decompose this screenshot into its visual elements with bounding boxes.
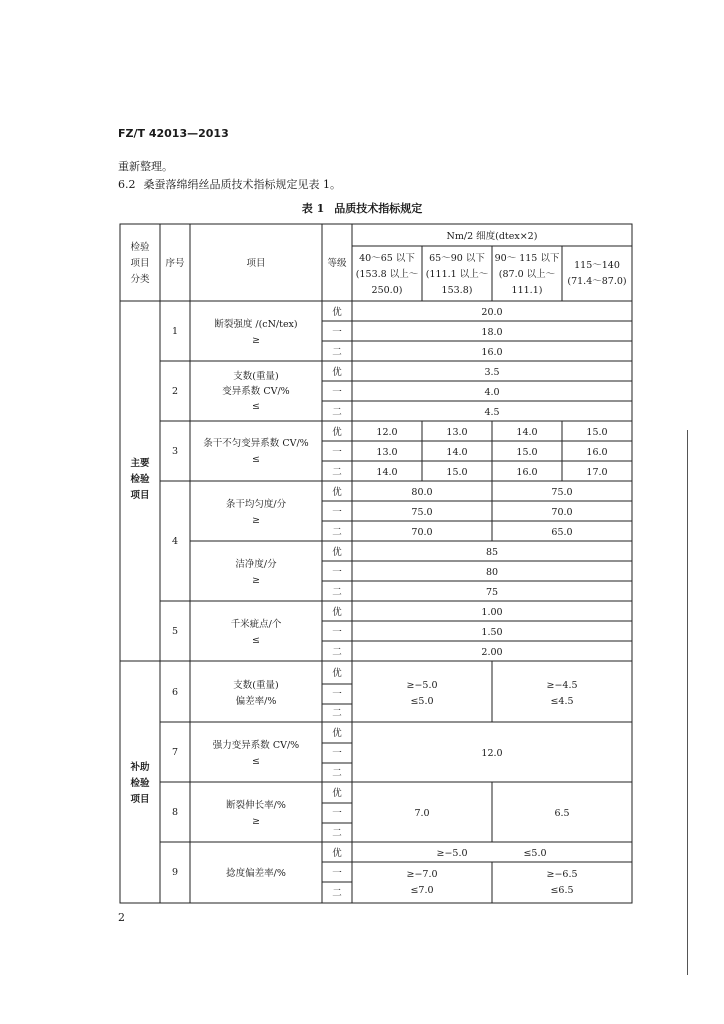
item-name-line: 洁净度/分 (235, 559, 277, 570)
aux-category-line: 检验 (130, 778, 150, 789)
grade-cell: 优 (332, 307, 342, 318)
item-name-line: 变异系数 CV/% (222, 386, 290, 397)
value-cell: 7.0 (414, 808, 430, 819)
seq-cell: 4 (171, 536, 179, 547)
value-cell: 14.0 (516, 427, 538, 438)
value-cell: 15.0 (446, 467, 468, 478)
value-cell: 6.5 (554, 808, 570, 819)
grade-cell: 优 (332, 728, 342, 739)
item-name-line: 捻度偏差率/% (226, 868, 286, 879)
value-cell: 85 (485, 547, 499, 558)
value-cell: ≥−7.0 (406, 869, 438, 880)
seq-cell: 5 (171, 626, 179, 637)
grade-cell: 优 (332, 607, 342, 618)
seq-cell: 9 (171, 867, 179, 878)
seq-cell: 6 (171, 687, 179, 698)
value-cell: 4.0 (484, 387, 500, 398)
value-cell: ≥−6.5 (546, 869, 578, 880)
grade-cell: 一 (332, 627, 342, 638)
value-cell: 13.0 (446, 427, 468, 438)
seq-header: 序号 (165, 258, 185, 269)
value-cell: 3.5 (484, 367, 500, 378)
value-cell: 14.0 (376, 467, 398, 478)
value-cell: 80 (485, 567, 499, 578)
value-cell: ≥−4.5 (546, 680, 578, 691)
grade-cell: 二 (332, 708, 342, 719)
standard-code: FZ/T 42013—2013 (118, 127, 229, 140)
item-name-line: 偏差率/% (235, 696, 277, 707)
grade-cell: 二 (332, 407, 342, 418)
value-cell: ≤5.0 (523, 848, 547, 859)
intro-text: 重新整理。 (118, 160, 173, 173)
category-header-line: 检验 (130, 242, 150, 253)
item-name-line: ≥ (252, 335, 260, 346)
seq-cell: 3 (171, 446, 179, 457)
seq-cell: 8 (171, 807, 179, 818)
value-cell: 75 (485, 587, 499, 598)
range-4-line: (71.4～87.0) (567, 276, 627, 287)
grade-cell: 优 (332, 427, 342, 438)
value-cell: 75.0 (551, 487, 573, 498)
table-number: 表 1 (301, 202, 325, 215)
value-cell: 70.0 (551, 507, 573, 518)
value-cell: 65.0 (551, 527, 573, 538)
main-category-line: 主要 (130, 458, 150, 469)
range-1-line: (153.8 以上～ (355, 269, 419, 280)
value-cell: 1.00 (481, 607, 503, 618)
item-header: 项目 (246, 258, 266, 269)
range-3-line: 90～ 115 以下 (494, 253, 560, 264)
grade-cell: 一 (332, 868, 342, 879)
grade-cell: 优 (332, 668, 342, 679)
grade-cell: 优 (332, 788, 342, 799)
grade-cell: 二 (332, 888, 342, 899)
item-name-line: ≤ (252, 756, 260, 767)
value-cell: ≤6.5 (550, 885, 574, 896)
item-name-line: ≥ (252, 515, 260, 526)
item-name-line: 断裂强度 /(cN/tex) (214, 319, 298, 330)
page-number: 2 (118, 911, 125, 924)
table-title-text: 品质技术指标规定 (334, 202, 423, 215)
value-cell: 1.50 (481, 627, 503, 638)
value-cell: 20.0 (481, 307, 503, 318)
grade-cell: 一 (332, 567, 342, 578)
range-2-line: (111.1 以上～ (425, 269, 489, 280)
aux-category-line: 补助 (130, 762, 150, 773)
value-cell: 17.0 (586, 467, 608, 478)
item-name-line: 条干不匀变异系数 CV/% (203, 438, 309, 449)
grade-cell: 优 (332, 848, 342, 859)
value-cell: 2.00 (481, 647, 503, 658)
item-name-line: 断裂伸长率/% (226, 800, 286, 811)
item-name-line: 支数(重量) (233, 680, 279, 691)
item-name-line: ≤ (252, 401, 260, 412)
grade-cell: 优 (332, 367, 342, 378)
grade-cell: 优 (332, 547, 342, 558)
range-3-line: 111.1) (511, 285, 543, 296)
value-cell: 15.0 (516, 447, 538, 458)
value-cell: ≥−5.0 (406, 680, 438, 691)
value-cell: 14.0 (446, 447, 468, 458)
range-2-line: 65～90 以下 (429, 253, 485, 264)
grade-cell: 一 (332, 507, 342, 518)
item-name-line: ≤ (252, 635, 260, 646)
scan-edge-line (687, 430, 688, 975)
category-header-line: 项目 (130, 258, 150, 269)
value-cell: 4.5 (484, 407, 500, 418)
value-cell: 16.0 (481, 347, 503, 358)
category-header-line: 分类 (130, 274, 150, 285)
item-name-line: ≥ (252, 816, 260, 827)
seq-cell: 2 (171, 386, 179, 397)
table-grid (120, 224, 632, 903)
grade-cell: 一 (332, 447, 342, 458)
value-cell: 16.0 (586, 447, 608, 458)
range-2-line: 153.8) (441, 285, 473, 296)
main-category-line: 检验 (130, 474, 150, 485)
grade-cell: 二 (332, 467, 342, 478)
item-name-line: 条干均匀度/分 (225, 499, 287, 510)
grade-header: 等级 (327, 258, 347, 269)
item-name-line: ≤ (252, 454, 260, 465)
grade-cell: 二 (332, 347, 342, 358)
value-cell: ≤4.5 (550, 696, 574, 707)
grade-cell: 一 (332, 748, 342, 759)
value-cell: ≥−5.0 (436, 848, 468, 859)
item-name-line: 支数(重量) (233, 371, 279, 382)
value-cell: 75.0 (411, 507, 433, 518)
value-cell: ≤5.0 (410, 696, 434, 707)
item-name-line: 强力变异系数 CV/% (212, 740, 300, 751)
table-text (129, 230, 626, 899)
range-1-line: 40～65 以下 (359, 253, 415, 264)
value-cell: 18.0 (481, 327, 503, 338)
clause-number: 6.2 (118, 178, 136, 191)
grade-cell: 一 (332, 689, 342, 700)
grade-cell: 二 (332, 587, 342, 598)
value-cell: 80.0 (411, 487, 433, 498)
seq-cell: 1 (171, 326, 179, 337)
value-cell: 12.0 (481, 748, 503, 759)
range-4-line: 115～140 (574, 260, 620, 271)
value-cell: 15.0 (586, 427, 608, 438)
grade-cell: 一 (332, 387, 342, 398)
range-1-line: 250.0) (371, 285, 403, 296)
grade-cell: 二 (332, 828, 342, 839)
grade-cell: 二 (332, 768, 342, 779)
clause-text: 桑蚕落绵绢丝品质技术指标规定见表 1。 (143, 178, 341, 191)
value-cell: 13.0 (376, 447, 398, 458)
value-cell: 12.0 (376, 427, 398, 438)
grade-cell: 一 (332, 808, 342, 819)
value-cell: 16.0 (516, 467, 538, 478)
grade-cell: 优 (332, 487, 342, 498)
value-cell: 70.0 (411, 527, 433, 538)
item-name-line: 千米疵点/个 (230, 619, 282, 630)
grade-cell: 二 (332, 527, 342, 538)
value-cell: ≤7.0 (410, 885, 434, 896)
aux-category-line: 项目 (130, 794, 150, 805)
range-3-line: (87.0 以上～ (498, 269, 556, 280)
seq-cell: 7 (171, 747, 179, 758)
grade-cell: 二 (332, 647, 342, 658)
main-category-line: 项目 (130, 490, 150, 501)
fineness-header: Nm/2 细度(dtex×2) (446, 231, 538, 242)
item-name-line: ≥ (252, 575, 260, 586)
grade-cell: 一 (332, 327, 342, 338)
